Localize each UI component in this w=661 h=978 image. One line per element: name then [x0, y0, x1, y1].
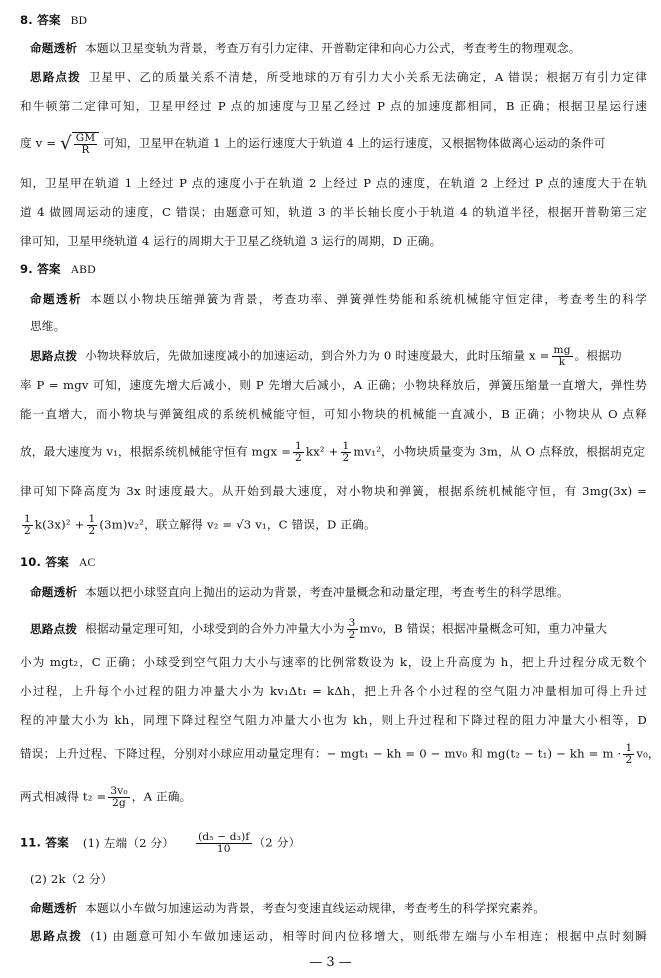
- frac-half-1: [293, 441, 304, 464]
- frac-half-2: [341, 441, 352, 464]
- frac-half-4: [87, 514, 98, 537]
- q11-score: （2 分）: [253, 835, 301, 850]
- q8-analysis: [30, 40, 647, 56]
- q8-label: 8. 答案: [20, 13, 61, 27]
- q8-text-4: 知，卫星甲在轨道 1 上经过 P 点的速度小于在轨道 2 上经过 P 点的速度，在轨道 2 上经过 P 点的速度大于在轨: [20, 176, 647, 190]
- q11-part2: [30, 871, 647, 887]
- frac-numerator: (d₅ − d₃)f: [198, 831, 250, 843]
- q9-text-4: 能一直增大，而小物块与弹簧组成的系统机械能守恒，可知小物块的机械能一直减小，B 正确；小物块从 O 点释: [20, 407, 647, 421]
- q9-text-5: 放，最大速度为 v₁，根据系统机械能守恒有 mgx =: [20, 444, 292, 459]
- q9-text-6: kx² +: [305, 444, 339, 459]
- q8-hint-line1: [30, 69, 647, 85]
- q9-hint-line2: [20, 377, 647, 393]
- q9-analysis: [30, 291, 647, 307]
- frac-d5-d3: [196, 832, 251, 855]
- q10-text-3: 小为 mgt₂，C 正确；小球受到空气阻力大小与速率的比例常数设为 k，设上升高度为 h，把上升过程分成无数个: [20, 655, 647, 669]
- q10-analysis-text: 本题以把小球竖直向上抛出的运动为背景，考查冲量概念和动量定理，考查考生的科学思维。: [85, 585, 569, 599]
- q8-answer: BD: [70, 14, 88, 27]
- q9-analysis-text-2: 思维。: [30, 319, 66, 333]
- sqrt-icon: √: [60, 133, 72, 154]
- q9-analysis-text: 本题以小物块压缩弹簧为背景，考查功率、弹簧弹性势能和系统机械能守恒定律，考查考生的科学: [89, 292, 647, 306]
- frac-half-3: [22, 514, 33, 537]
- q8-hint-line6: [20, 233, 647, 249]
- q9-hint-line4: [20, 441, 647, 464]
- q10-text-6: 错误；上升过程、下降过程，分别对小球应用动量定理有：− mgt₁ − kh = 0 − mv₀ 和 mg(t₂ − t₁) − kh = m ·: [20, 746, 622, 761]
- q9-hint-line5: [20, 483, 647, 499]
- sqrt-denominator: R: [81, 144, 90, 156]
- q10-text-8: 两式相减得 t₂ =: [20, 789, 107, 804]
- q10-hint-line2: [20, 654, 647, 670]
- frac-numerator: 3: [348, 617, 356, 629]
- frac-denominator: 2: [625, 754, 633, 766]
- frac-mg-k: [552, 345, 573, 368]
- q11-analysis: [30, 900, 647, 916]
- frac-denominator: 2: [24, 525, 31, 537]
- q10-text-2: mv₀，B 错误；根据冲量概念可知，重力冲量大: [359, 621, 608, 636]
- q9-hint-line3: [20, 406, 647, 422]
- q11-answer-1: (1) 左端（2 分）: [82, 835, 175, 850]
- frac-three-halves: [347, 618, 358, 641]
- q11-label: 11. 答案: [20, 835, 69, 850]
- q9-label: 9. 答案: [20, 262, 61, 276]
- q9-hint-line1: [30, 345, 647, 368]
- frac-numerator: 1: [24, 513, 31, 525]
- analysis-label: 命题透析: [30, 901, 78, 915]
- hint-label: 思路点拨: [30, 348, 78, 363]
- q11-header: [20, 832, 647, 855]
- q10-hint-line4: [20, 712, 647, 728]
- q8-text-1: 卫星甲、乙的质量关系不清楚，所受地球的万有引力大小关系无法确定，A 错误；根据万有引力定律: [88, 70, 647, 84]
- frac-numerator: 3v₀: [110, 785, 128, 797]
- q10-hint-line3: [20, 683, 647, 699]
- q9-text-2: 。根据功: [574, 348, 622, 363]
- q10-answer: AC: [78, 556, 96, 569]
- analysis-label: 命题透析: [30, 292, 82, 306]
- frac-one-half: [623, 743, 634, 766]
- q9-text-8: 律可知下降高度为 3x 时速度最大。从开始到最大速度，对小物块和弹簧，根据系统机械能守恒，有 3mg(3x) =: [20, 484, 647, 498]
- page-number: — 3 —: [309, 955, 352, 970]
- hint-label: 思路点拨: [30, 929, 83, 943]
- frac-numerator: mg: [553, 344, 571, 356]
- analysis-label: 命题透析: [30, 41, 78, 55]
- frac-numerator: 1: [625, 742, 633, 754]
- q11-analysis-text: 本题以小车做匀加速运动为背景，考查匀变速直线运动规律，考查考生的科学探究素养。: [85, 901, 546, 915]
- q11-text-1: (1) 由题意可知小车做加速运动，相等时间内位移增大，则纸带左端与小车相连；根据中点时刻瞬: [90, 929, 647, 943]
- q10-text-9: ，A 正确。: [131, 789, 192, 804]
- frac-numerator: 1: [342, 440, 350, 452]
- frac-numerator: 1: [88, 513, 96, 525]
- q9-text-10: (3m)v₂²，联立解得 v₂ = √3 v₁，C 错误，D 正确。: [99, 517, 376, 532]
- q11-answer-2: (2) 2k（2 分）: [30, 872, 113, 886]
- frac-denominator: 2: [88, 525, 96, 537]
- q10-hint-line6: [20, 786, 647, 809]
- analysis-label: 命题透析: [30, 585, 78, 599]
- frac-denominator: 2: [348, 629, 356, 641]
- sqrt-formula: [60, 132, 99, 156]
- q9-text-3: 率 P = mgv 可知，速度先增大后减小，则 P 先增大后减小，A 正确；小物块释放后，弹簧压缩量一直增大，弹性势: [20, 378, 647, 392]
- q8-text-3: 可知，卫星甲在轨道 1 上的运行速度大于轨道 4 上的运行速度，又根据物体做离心运动的条件可: [103, 136, 606, 150]
- q11-hint-line1: [30, 928, 647, 944]
- q10-hint-line5: [20, 742, 660, 766]
- q10-analysis: [30, 584, 647, 600]
- q10-hint-line1: [30, 618, 647, 641]
- q10-label: 10. 答案: [20, 555, 69, 569]
- q9-text-1: 小物块释放后，先做加速度减小的加速运动，到合外力为 0 时速度最大，此时压缩量 x =: [85, 348, 550, 363]
- q9-hint-line6: [20, 514, 647, 537]
- q8-hint-line4: [20, 175, 647, 191]
- hint-label: 思路点拨: [30, 70, 81, 84]
- q8-hint-line2: [20, 98, 647, 114]
- q8-velocity-prefix: 度 v =: [20, 136, 57, 150]
- q10-text-5: 程的冲量大小为 kh，同理下降过程空气阻力冲量大小也为 kh，则上升过程和下降过程的阻力冲量大小相等，D: [20, 713, 647, 727]
- frac-denominator: 2g: [112, 797, 126, 809]
- frac-denominator: 2: [295, 452, 302, 464]
- sqrt-numerator: GM: [75, 132, 96, 144]
- q9-analysis-cont: [30, 318, 647, 334]
- q8-analysis-text: 本题以卫星变轨为背景，考查万有引力定律、开普勒定律和向心力公式，考查考生的物理观念。: [85, 41, 581, 55]
- q10-text-1: 根据动量定理可知，小球受到的合外力冲量大小为: [85, 621, 345, 636]
- q9-header: [20, 261, 647, 278]
- q9-answer: ABD: [70, 263, 96, 276]
- frac-numerator: 1: [295, 440, 302, 452]
- q9-text-9: k(3x)² +: [34, 517, 85, 532]
- q8-text-2: 和牛顿第二定律可知，卫星甲经过 P 点的加速度与卫星乙经过 P 点的加速度都相同，B 正确；根据卫星运行速: [20, 99, 647, 113]
- q8-hint-line5: [20, 204, 647, 220]
- q8-text-5: 道 4 做圆周运动的速度，C 错误；由题意可知，轨道 3 的半长轴长度小于轨道 4 的轨道半径，根据开普勒第三定: [20, 205, 647, 219]
- q10-header: [20, 554, 647, 571]
- q10-text-7: v₀，: [636, 746, 660, 761]
- frac-denominator: 10: [216, 843, 231, 855]
- frac-denominator: 2: [342, 452, 350, 464]
- hint-label: 思路点拨: [30, 621, 78, 636]
- q9-text-7: mv₁²，小物块质量变为 3m，从 O 点释放，根据胡克定: [353, 444, 646, 459]
- q10-text-4: 小过程，上升每个小过程的阻力冲量大小为 kv₁Δt₁ = kΔh，把上升各个小过程的空气阻力冲量相加可得上升过: [20, 684, 647, 698]
- q8-hint-line3: [20, 132, 647, 156]
- q8-text-6: 律可知，卫星甲绕轨道 4 运行的周期大于卫星乙绕轨道 3 运行的周期，D 正确。: [20, 234, 442, 248]
- frac-denominator: k: [558, 356, 566, 368]
- q8-header: [20, 12, 647, 29]
- frac-t2: [108, 786, 129, 809]
